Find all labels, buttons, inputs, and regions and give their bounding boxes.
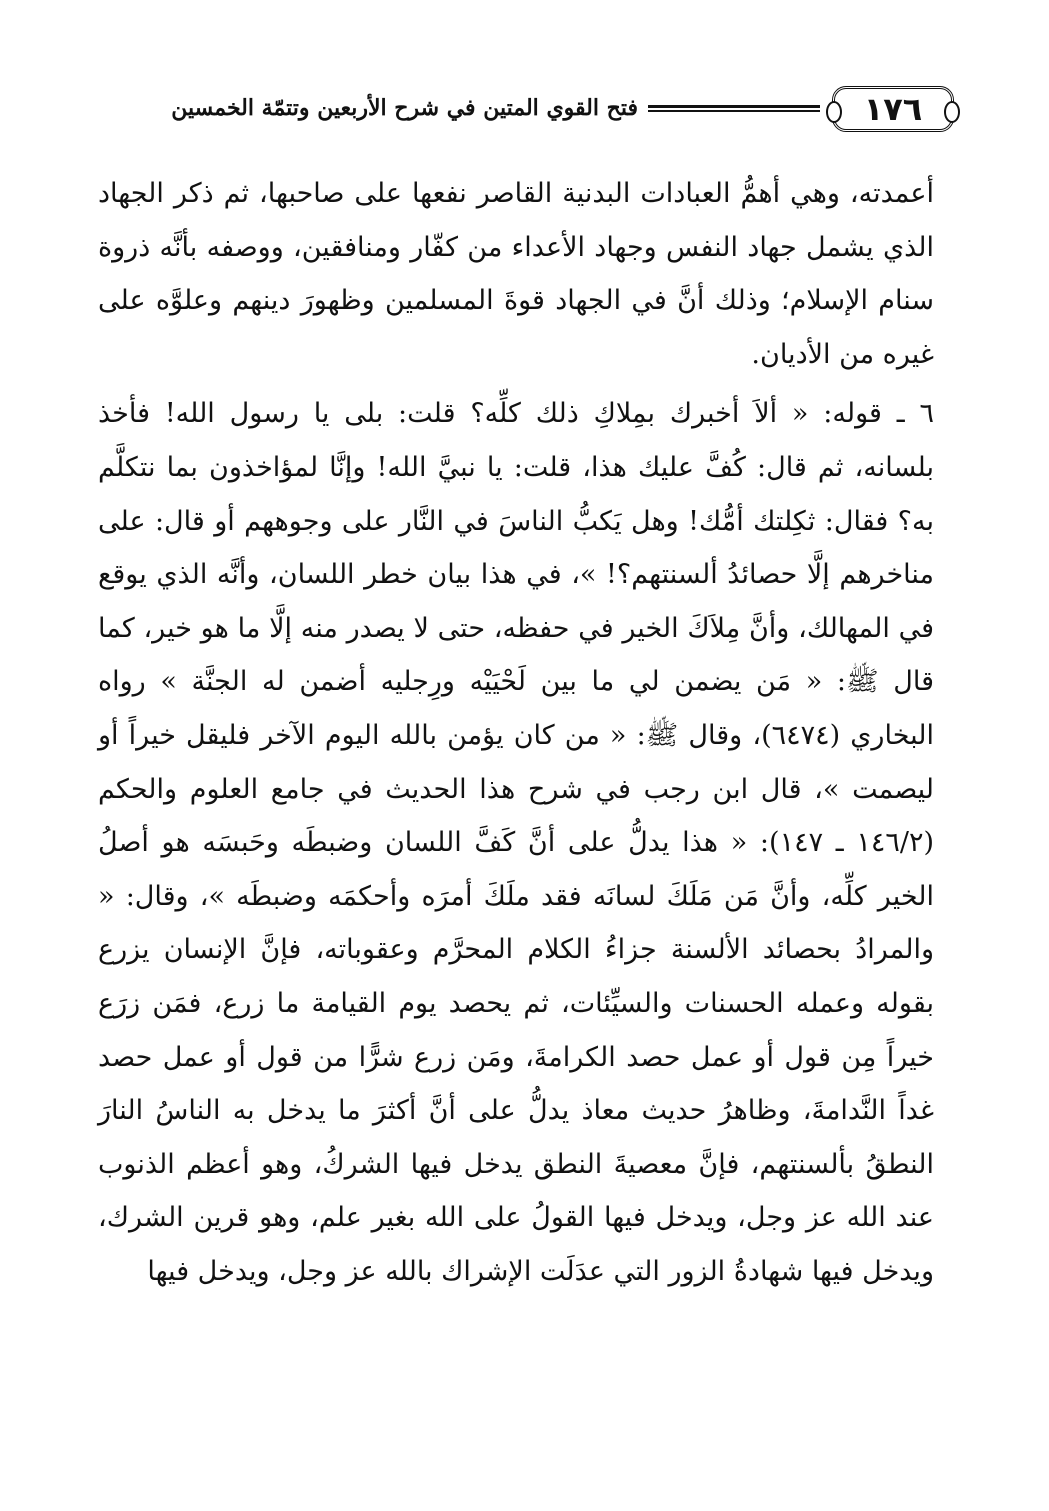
page-number: ١٧٦ bbox=[863, 90, 923, 128]
header-rule bbox=[648, 105, 820, 112]
book-title: فتح القوي المتين في شرح الأربعين وتتمّة الخمسين bbox=[171, 95, 638, 121]
body-text bbox=[98, 167, 934, 1298]
page-header bbox=[94, 86, 954, 132]
page-number-frame bbox=[832, 86, 954, 132]
paragraph-continuation: أعمدته، وهي أهمُّ العبادات البدنية القاصر نفعها على صاحبها، ثم ذكر الجهاد الذي يشمل جهاد النفس وجهاد الأعداء من كفّار ومنافقين، ووصفه بأنَّه ذروة سنام الإسلام؛ وذلك أنَّ في الجهاد قوةَ المسلمين وظهورَ دينهم وعلوَّه على غيره من الأديان. bbox=[98, 178, 934, 370]
paragraph-point-6: ٦ ـ قوله: « ألاَ أخبرك بمِلاكِ ذلك كلِّه؟ قلت: بلى يا رسول الله! فأخذ بلسانه، ثم قال: كُفَّ عليك هذا، قلت: يا نبيَّ الله! وإنَّا لمؤاخذون بما نتكلَّم به؟ فقال: ثكِلتك أمُّك! وهل يَكبُّ الناسَ في النَّار على وجوههم أو قال: على مناخرهم إلَّا حصائدُ ألسنتهم؟! »، في هذا بيان خطر اللسان، وأنَّه الذي يوقع في المهالك، وأنَّ مِلاَكَ الخير في حفظه، حتى لا يصدر منه إلَّا ما هو خير، كما قال ﷺ: « مَن يضمن لي ما بين لَحْيَيْه ورِجليه أضمن له الجنَّة » رواه البخاري (٦٤٧٤)، وقال ﷺ: « من كان يؤمن بالله اليوم الآخر فليقل خيراً أو ليصمت »، قال ابن رجب في شرح هذا الحديث في جامع العلوم والحكم (١٤٦/٢ ـ ١٤٧): « هذا يدلُّ على أنَّ كَفَّ اللسان وضبطَه وحَبسَه هو أصلُ الخير كلِّه، وأنَّ مَن مَلَكَ لسانَه فقد ملَكَ أمرَه وأحكمَه وضبطَه »، وقال: « والمرادُ بحصائد الألسنة جزاءُ الكلام المحرَّم وعقوباته، فإنَّ الإنسان يزرع بقوله وعمله الحسنات والسيِّئات، ثم يحصد يوم القيامة ما زرع، فمَن زرَع خيراً مِن قول أو عمل حصد الكرامةَ، ومَن زرع شرًّا من قول أو عمل حصد غداً النَّدامةَ، وظاهرُ حديث معاذ يدلُّ على أنَّ أكثرَ ما يدخل به الناسُ النارَ النطقُ بألسنتهم، فإنَّ معصيةَ النطق يدخل فيها الشركُ، وهو أعظم الذنوب عند الله عز وجل، ويدخل فيها القولُ على الله بغير علم، وهو قرين الشرك، ويدخل فيها شهادةُ الزور التي عدَلَت الإشراك بالله عز وجل، ويدخل فيها bbox=[98, 398, 934, 1287]
